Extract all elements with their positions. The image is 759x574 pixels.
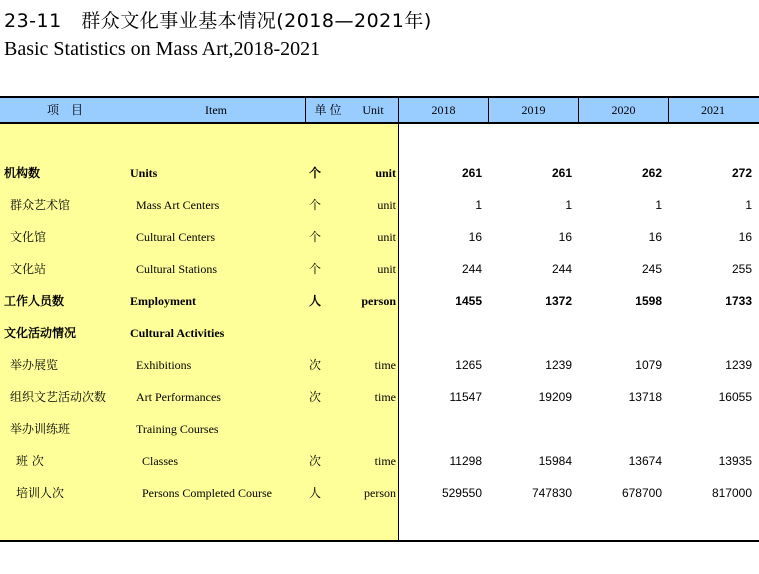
row-label-en: Cultural Centers [136,230,215,244]
row-value-2019: 16 [558,230,572,244]
row-value-2018: 1455 [455,294,482,308]
row-value-2018: 16 [468,230,482,244]
row-value-2020: 13674 [628,454,662,468]
row-unit-en: unit [377,262,396,276]
row-unit-zh: 次 [309,390,322,404]
row-label-en: Cultural Stations [136,262,217,276]
row-label-en: Classes [142,454,178,468]
row-label-en: Training Courses [136,422,219,436]
table-title-english: Basic Statistics on Mass Art,2018-2021 [4,38,321,60]
row-label-en: Exhibitions [136,358,192,372]
row-value-2020: 262 [641,166,662,180]
header-item-en: Item [205,103,227,117]
table-row [0,349,759,381]
row-label-zh: 文化活动情况 [4,326,77,340]
header-year-2019: 2019 [521,103,546,117]
row-label-en: Art Performances [136,390,221,404]
row-value-2021: 1239 [725,358,752,372]
row-unit-zh: 个 [309,166,322,180]
table-row [0,189,759,221]
row-value-2018: 244 [461,262,482,276]
row-value-2020: 678700 [621,486,662,500]
row-value-2018: 261 [461,166,482,180]
row-value-2019: 15984 [538,454,572,468]
row-value-2018: 11547 [449,390,482,404]
row-label-zh: 举办训练班 [10,422,71,436]
row-unit-zh: 人 [309,294,322,308]
table-row [0,477,759,509]
header-year-2020: 2020 [611,103,636,117]
row-unit-en: time [374,390,396,404]
row-label-en: Cultural Activities [130,326,225,340]
table-row [0,157,759,189]
row-value-2019: 261 [551,166,572,180]
row-value-2019: 244 [551,262,572,276]
row-value-2021: 272 [731,166,752,180]
row-value-2021: 1733 [725,294,752,308]
row-value-2019: 1372 [545,294,572,308]
row-value-2018: 529550 [441,486,482,500]
table-row [0,253,759,285]
header-item-zh: 项 目 [46,103,83,117]
row-value-2019: 1 [565,198,572,212]
table-title-chinese: 23-11 群众文化事业基本情况(2018—2021年) [4,10,432,32]
row-unit-zh: 个 [309,230,322,244]
row-value-2020: 1079 [635,358,662,372]
row-unit-en: person [364,486,396,500]
row-label-en: Units [130,166,158,180]
row-value-2020: 1598 [635,294,662,308]
header-unit-zh: 单 位 [314,103,342,117]
row-value-2019: 747830 [531,486,572,500]
row-label-zh: 机构数 [4,166,41,180]
row-value-2019: 1239 [545,358,572,372]
row-value-2020: 16 [648,230,662,244]
row-value-2021: 13935 [718,454,752,468]
table-bottom-rule [0,540,759,542]
row-label-zh: 群众艺术馆 [10,198,71,212]
row-value-2021: 16055 [718,390,752,404]
row-label-zh: 班 次 [16,454,44,468]
row-value-2020: 245 [641,262,662,276]
table-row [0,413,759,445]
row-label-en: Mass Art Centers [136,198,220,212]
table-row [0,317,759,349]
header-unit-en: Unit [362,103,384,117]
row-value-2018: 1265 [455,358,482,372]
table-row [0,221,759,253]
row-unit-en: time [374,358,396,372]
row-unit-en: person [361,294,396,308]
row-label-zh: 组织文艺活动次数 [10,390,107,404]
row-value-2018: 1 [475,198,482,212]
row-unit-zh: 个 [309,198,322,212]
row-value-2020: 13718 [628,390,662,404]
row-value-2020: 1 [655,198,662,212]
row-value-2021: 817000 [711,486,752,500]
row-label-en: Employment [130,294,196,308]
row-unit-zh: 次 [309,454,322,468]
row-unit-en: unit [377,198,396,212]
row-label-en: Persons Completed Course [142,486,272,500]
statistics-table [0,96,759,542]
header-year-2018: 2018 [431,103,456,117]
row-unit-zh: 人 [309,486,322,500]
row-unit-en: unit [377,230,396,244]
row-value-2021: 16 [738,230,752,244]
row-label-zh: 培训人次 [16,486,65,500]
row-label-zh: 举办展览 [10,358,59,372]
row-unit-zh: 次 [309,358,322,372]
row-label-zh: 文化站 [10,262,47,276]
header-year-2021: 2021 [701,103,725,117]
table-row [0,285,759,317]
row-value-2021: 1 [745,198,752,212]
table-row [0,445,759,477]
row-unit-en: unit [375,166,396,180]
table-header [0,96,759,124]
row-value-2021: 255 [731,262,752,276]
row-unit-zh: 个 [309,262,322,276]
row-label-zh: 文化馆 [10,230,47,244]
table-row [0,381,759,413]
row-value-2019: 19209 [538,390,572,404]
row-value-2018: 11298 [449,454,482,468]
row-unit-en: time [374,454,396,468]
row-label-zh: 工作人员数 [4,294,65,308]
